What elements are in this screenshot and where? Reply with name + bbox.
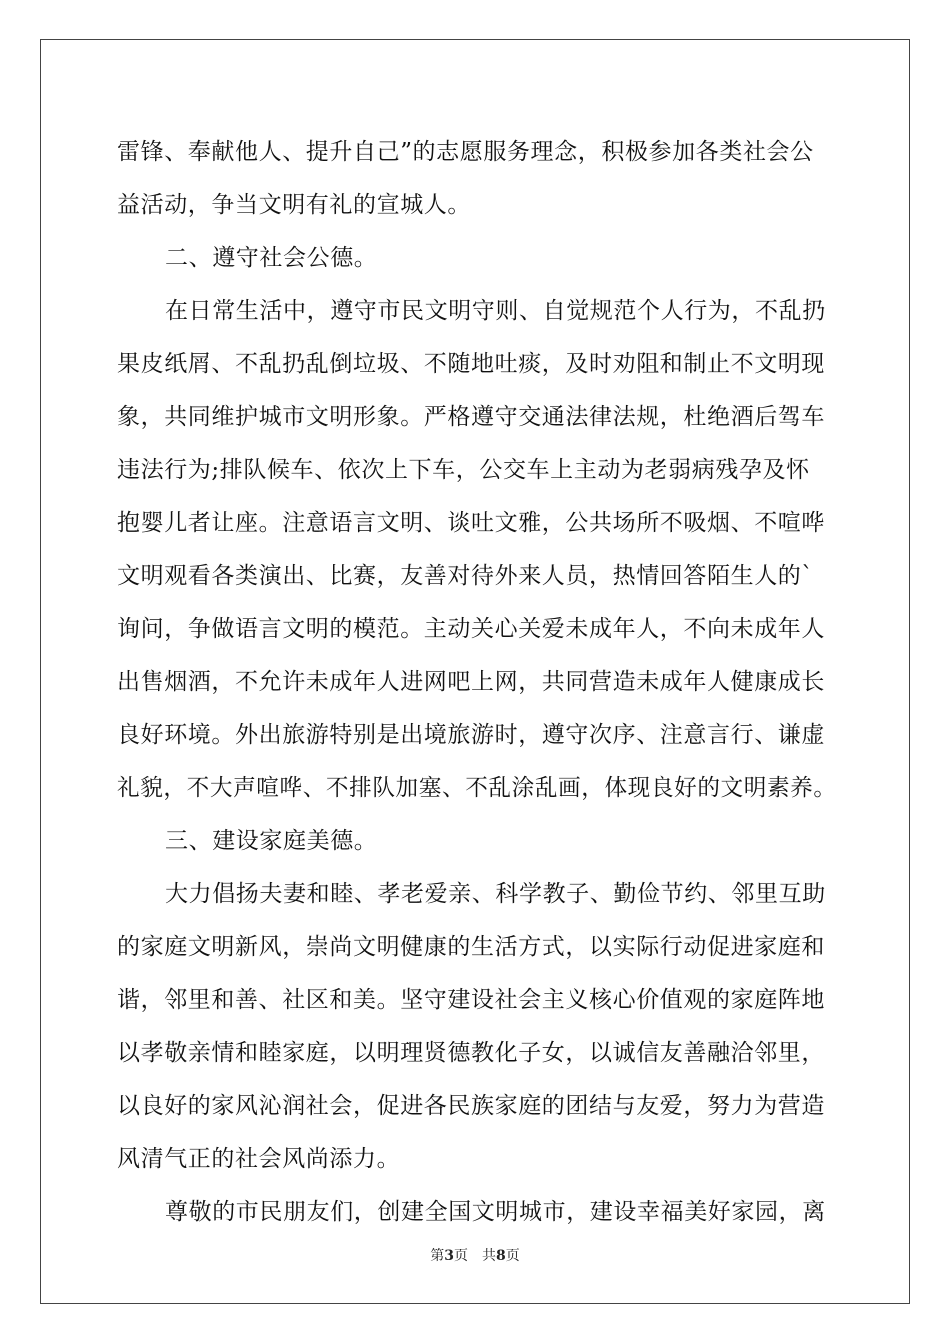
text-line: 良好环境。外出旅游特别是出境旅游时，遵守次序、注意言行、谦虚 [117, 722, 825, 748]
text-line: 在日常生活中，遵守市民文明守则、自觉规范个人行为，不乱扔 [165, 298, 826, 324]
page-suffix: 页 [454, 1248, 468, 1264]
text-line: 象，共同维护城市文明形象。严格遵守交通法律法规，杜绝酒后驾车 [117, 404, 825, 430]
page-prefix: 第 [430, 1248, 445, 1264]
text-line: 尊敬的市民朋友们，创建全国文明城市，建设幸福美好家园，离 [165, 1199, 826, 1225]
text-line: 询问，争做语言文明的模范。主动关心关爱未成年人，不向未成年人 [117, 616, 825, 642]
text-line: 抱婴儿者让座。注意语言文明、谈吐文雅，公共场所不吸烟、不喧哗 [117, 510, 825, 536]
page-number: 3 [444, 1248, 454, 1264]
text-line: 三、建设家庭美德。 [165, 828, 378, 854]
text-line: 的家庭文明新风，崇尚文明健康的生活方式，以实际行动促进家庭和 [117, 934, 825, 960]
text-line: 果皮纸屑、不乱扔乱倒垃圾、不随地吐痰，及时劝阻和制止不文明现 [117, 351, 825, 377]
text-line: 文明观看各类演出、比赛，友善对待外来人员，热情回答陌生人的` [117, 563, 814, 589]
text-line: 礼貌，不大声喧哗、不排队加塞、不乱涂乱画，体现良好的文明素养。 [117, 775, 837, 801]
text-line: 益活动，争当文明有礼的宣城人。 [117, 192, 471, 218]
text-line: 以良好的家风沁润社会，促进各民族家庭的团结与友爱，努力为营造 [117, 1093, 825, 1119]
document-body [117, 126, 837, 1239]
text-line: 违法行为;排队候车、依次上下车，公交车上主动为老弱病残孕及怀 [117, 457, 810, 483]
text-line: 雷锋、奉献他人、提升自己”的志愿服务理念，积极参加各类社会公 [117, 139, 814, 165]
text-line: 出售烟酒，不允许未成年人进网吧上网，共同营造未成年人健康成长 [117, 669, 825, 695]
total-suffix: 页 [505, 1248, 520, 1264]
text-line: 以孝敬亲情和睦家庭，以明理贤德教化子女，以诚信友善融洽邻里， [117, 1040, 825, 1066]
total-prefix: 共 [482, 1248, 496, 1264]
text-line: 大力倡扬夫妻和睦、孝老爱亲、科学教子、勤俭节约、邻里互助 [165, 881, 826, 907]
text-line: 风清气正的社会风尚添力。 [117, 1146, 401, 1172]
text-line: 二、遵守社会公德。 [165, 245, 378, 271]
text-line: 谐，邻里和善、社区和美。坚守建设社会主义核心价值观的家庭阵地 [117, 987, 825, 1013]
total-pages: 8 [496, 1248, 506, 1264]
page-footer [0, 1245, 950, 1265]
